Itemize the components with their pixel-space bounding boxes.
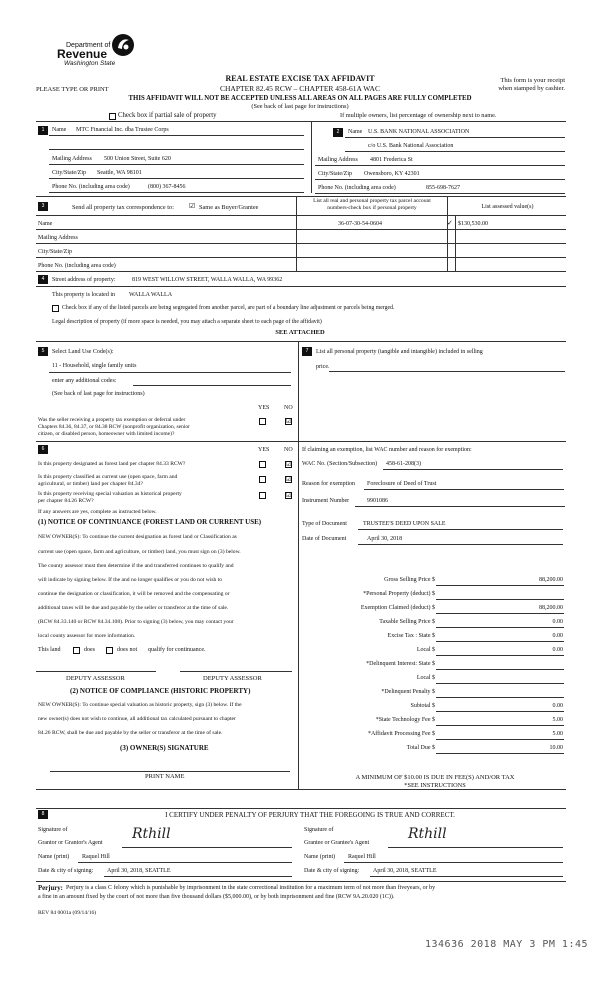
affidavit-processing-fee-label: *Affidavit Processing Fee $ <box>367 731 435 737</box>
deputy-assessor-2: DEPUTY ASSESSOR <box>203 675 262 682</box>
continuance-line-6: additional taxes will be due and payable by the seller or transferor at the time of sale. <box>38 605 229 611</box>
dor-logo-line1: Department of <box>66 42 111 49</box>
correspondence-mailing-label: Mailing Address <box>38 235 78 241</box>
dor-logo-mark-icon <box>110 32 136 58</box>
taxable-selling-price[interactable]: 0.00 <box>552 619 563 625</box>
dor-logo-line3: Washington State <box>64 60 116 67</box>
gross-selling-price-label: Gross Selling Price $ <box>384 577 435 583</box>
section-4-badge: 4 <box>38 275 48 284</box>
grantee-name[interactable]: Raquel Hill <box>348 854 376 860</box>
correspondence-label: Send all property tax correspondence to: <box>72 204 174 211</box>
certify-statement: I CERTIFY UNDER PENALTY OF PERJURY THAT THE FOREGOING IS TRUE AND CORRECT. <box>165 811 455 819</box>
total-due-label: Total Due $ <box>406 745 435 751</box>
affidavit-processing-fee[interactable]: 5.00 <box>552 731 563 737</box>
perjury-label: Perjury: <box>38 885 63 892</box>
historic-no-checkbox[interactable]: ☑ <box>286 492 292 499</box>
grantor-signature[interactable]: Rthill <box>132 826 171 842</box>
grantee-signature-label-1: Signature of <box>304 827 334 833</box>
gross-selling-price[interactable]: 88,200.00 <box>539 577 563 583</box>
section-8-badge: 8 <box>38 810 48 819</box>
street-address-label: Street address of property: <box>52 277 116 283</box>
if-yes-note: If any answers are yes, complete as instructed below. <box>38 509 157 515</box>
instrument-number-label: Instrument Number <box>302 498 350 504</box>
partial-sale-checkbox[interactable] <box>109 113 116 120</box>
correspondence-phone-label: Phone No. (including area code) <box>38 263 116 269</box>
exemption-reason[interactable]: Foreclosure of Deed of Trust <box>367 481 437 487</box>
grantee-signature-label-2: Grantee or Grantee's Agent <box>304 840 370 846</box>
personal-property-label-1: List all personal property (tangible and intangible) included in selling <box>316 349 483 355</box>
seller-name-label: Name <box>52 127 67 133</box>
section-7-badge: 7 <box>302 347 312 356</box>
partial-sale-label: Check box if partial sale of property <box>118 112 217 119</box>
this-land-label: This land <box>38 647 61 653</box>
document-date-label: Date of Document <box>302 536 347 542</box>
parcel-list-label-1: List all real and personal property tax parcel account <box>313 198 431 204</box>
buyer-mailing-label: Mailing Address <box>318 157 358 163</box>
print-name-label: PRINT NAME <box>145 773 185 780</box>
multiple-owners-note: If multiple owners, list percentage of ownership next to name. <box>340 112 497 119</box>
continuance-line-4: will indicate by signing below. If the and no longer qualifies or you do not wish to <box>38 577 223 583</box>
state-technology-fee-label: *State Technology Fee $ <box>375 717 435 723</box>
does-not-label: does not <box>117 647 138 653</box>
does-not-checkbox[interactable] <box>106 647 113 654</box>
grantor-name[interactable]: Raquel Hill <box>82 854 110 860</box>
continuance-line-5: continue the designation or classification, it will be removed and the compensating or <box>38 591 230 597</box>
document-type-label: Type of Document <box>302 521 347 527</box>
qualify-label: qualify for continuance. <box>148 647 206 653</box>
land-use-see-back: (See back of last page for instructions) <box>52 391 145 397</box>
compliance-title: (2) NOTICE OF COMPLIANCE (HISTORIC PROPERTY) <box>70 687 251 695</box>
personal-property-deduct-label: *Personal Property (deduct) $ <box>363 591 435 597</box>
historic-question-1: Is this property receiving special valuation as historical property <box>38 491 182 497</box>
continuance-line-8: local county assessor for more information. <box>38 633 136 639</box>
seller-city-label: City/State/Zip <box>52 170 86 176</box>
continuance-title: (1) NOTICE OF CONTINUANCE (FOREST LAND OR CURRENT USE) <box>38 518 262 526</box>
parcel-list-label-2: numbers-check box if personal property <box>327 205 417 211</box>
form-title: REAL ESTATE EXCISE TAX AFFIDAVIT <box>225 74 375 83</box>
compliance-line-1: NEW OWNER(S): To continue special valuation as historic property, sign (3) below. If the <box>38 702 242 708</box>
buyer-city-label: City/State/Zip <box>318 171 352 177</box>
dor-logo-line2: Revenue <box>57 47 108 61</box>
located-in-county[interactable]: WALLA WALLA <box>129 292 173 298</box>
perjury-text-2: a fine in an amount fixed by the court of not more than five thousand dollars ($5,000.00), or by both imprisonment and fine (RCW 9A.20.020 (1C)). <box>38 894 395 900</box>
segregated-checkbox[interactable] <box>52 305 59 312</box>
parcel-personal-checkmark[interactable]: ✓ <box>447 219 453 227</box>
legal-description-label: Legal description of property (if more space is needed, you may attach a separate sheet to each page of the affidavit) <box>52 319 322 325</box>
land-use-label: Select Land Use Code(s): <box>52 349 114 355</box>
continuance-line-2: current use (open space, farm and agriculture, or timber) land, you must sign on (3) below. <box>38 549 241 555</box>
forest-yes-header: YES <box>258 447 270 453</box>
correspondence-name-label: Name <box>38 221 53 227</box>
subtotal[interactable]: 0.00 <box>552 703 563 709</box>
section-1-badge: 1 <box>38 126 48 135</box>
seller-city[interactable]: Seattle, WA 98101 <box>97 170 142 176</box>
grantor-date[interactable]: April 30, 2018, SEATTLE <box>107 868 171 874</box>
form-chapter: CHAPTER 82.45 RCW – CHAPTER 458-61A WAC <box>220 84 380 93</box>
continuance-line-7: (RCW 84.33.140 or RCW 84.34.108). Prior to signing (3) below, you may contact your <box>38 619 234 625</box>
current-use-question-1: Is this property classified as current use (open space, farm and <box>38 474 178 480</box>
grantor-name-label: Name (print) <box>38 854 70 860</box>
receipt-note-1: This form is your receipt <box>500 77 565 84</box>
delinquent-interest-state-label: *Delinquent Interest: State $ <box>366 661 435 667</box>
please-type: PLEASE TYPE OR PRINT <box>36 86 109 93</box>
subtotal-label: Subtotal $ <box>410 703 435 709</box>
minimum-fee-note: A MINIMUM OF $10.00 IS DUE IN FEE(S) AND/OR TAX <box>355 774 515 781</box>
excise-tax-state-label: Excise Tax : State $ <box>387 633 435 639</box>
forest-land-question: Is this property designated as forest land per chapter 84.33 RCW? <box>38 461 186 467</box>
wac-label: WAC No. (Section/Subsection) <box>302 461 378 467</box>
seller-mailing[interactable]: 500 Union Street, Suite 620 <box>104 156 171 162</box>
same-as-buyer-checkbox[interactable]: ☑ <box>189 202 196 210</box>
correspondence-city-label: City/State/Zip <box>38 249 72 255</box>
instrument-number[interactable]: 9901086 <box>367 498 388 504</box>
personal-property-label-2: price. <box>316 364 330 370</box>
current-use-no-checkbox[interactable]: ☑ <box>286 476 292 483</box>
parcel-number[interactable]: 36-07-30-54-0604 <box>338 221 382 227</box>
excise-tax-local[interactable]: 0.00 <box>552 647 563 653</box>
wac-number[interactable]: 458-61-208(3) <box>386 461 421 467</box>
compliance-line-3: 84.26 RCW, shall be due and payable by the seller or transferor at the time of sale. <box>38 730 223 736</box>
grantee-name-label: Name (print) <box>304 854 336 860</box>
exemption-yes-checkbox[interactable] <box>259 418 266 425</box>
exemption-question-1: Was the seller receiving a property tax exemption or deferral under <box>38 417 186 423</box>
located-in-label: This property is located in <box>52 292 115 298</box>
street-address[interactable]: 819 WEST WILLOW STREET, WALLA WALLA, WA 99362 <box>132 277 283 283</box>
delinquent-interest-local-label: Local $ <box>416 675 435 681</box>
taxable-selling-price-label: Taxable Selling Price $ <box>379 619 435 625</box>
buyer-name-label: Name <box>348 129 363 135</box>
exemption-claim-label: If claiming an exemption, list WAC number and reason for exemption: <box>302 447 472 453</box>
grantor-signature-label-1: Signature of <box>38 827 68 833</box>
grantee-date-label: Date & city of signing: <box>304 868 360 874</box>
section-2-badge: 2 <box>333 128 343 137</box>
excise-tax-local-label: Local $ <box>416 647 435 653</box>
see-instructions-note: *SEE INSTRUCTIONS <box>404 782 466 789</box>
buyer-city[interactable]: Owensboro, KY 42301 <box>364 171 420 177</box>
section-5-badge: 5 <box>38 347 48 356</box>
recording-stamp: 134636 2018 MAY 3 PM 1:45 <box>425 939 589 950</box>
historic-question-2: per chapter 84.26 RCW? <box>38 498 94 504</box>
see-back-note: (See back of last page for instructions) <box>251 103 349 110</box>
seller-phone-label: Phone No. (including area code) <box>52 184 130 190</box>
perjury-text-1: Perjury is a class C felony which is punishable by imprisonment in the state correctional institution for a maximum term of not more than fiveyears, or by <box>66 885 436 891</box>
total-due[interactable]: 10.00 <box>549 745 563 751</box>
exemption-question-2: Chapters 84.36, 84.37, or 84.38 RCW (nonprofit organization, senior <box>38 424 190 430</box>
seller-mailing-label: Mailing Address <box>52 156 92 162</box>
does-checkbox[interactable] <box>73 647 80 654</box>
continuance-line-1: NEW OWNER(S): To continue the current designation as forest land or Classification as <box>38 534 237 540</box>
grantee-signature[interactable]: Rthill <box>408 826 447 842</box>
delinquent-penalty-label: *Delinquent Penalty $ <box>381 689 435 695</box>
exemption-claimed[interactable]: 88,200.00 <box>539 605 563 611</box>
assessed-value[interactable]: $130,530.00 <box>458 221 488 227</box>
additional-codes-label: enter any additional codes: <box>52 378 117 384</box>
receipt-note-2: when stamped by cashier. <box>498 85 565 92</box>
grantee-date[interactable]: April 30, 2018, SEATTLE <box>373 868 437 874</box>
forest-yes-checkbox[interactable] <box>259 461 266 468</box>
current-use-question-2: agricultural, or timber) land per chapter 84.34? <box>38 481 143 487</box>
document-date[interactable]: April 30, 2018 <box>367 536 403 542</box>
exemption-no-header: NO <box>284 405 293 411</box>
state-technology-fee[interactable]: 5.00 <box>552 717 563 723</box>
exemption-question-3: citizen, or disabled person, homeowner with limited income)? <box>38 431 175 437</box>
completion-warning: THIS AFFIDAVIT WILL NOT BE ACCEPTED UNLESS ALL AREAS ON ALL PAGES ARE FULLY COMPLETED <box>128 95 472 102</box>
dor-logo <box>57 36 135 70</box>
document-type[interactable]: TRUSTEE'S DEED UPON SALE <box>363 521 446 527</box>
forest-no-checkbox[interactable]: ☑ <box>286 461 292 468</box>
forest-no-header: NO <box>284 447 293 453</box>
same-as-buyer-label: Same as Buyer/Grantee <box>199 204 259 211</box>
segregated-label: Check box if any of the listed parcels are being segregated from another parcel, are part of a boundary line adjustment or parcels being merged. <box>62 305 395 311</box>
current-use-yes-checkbox[interactable] <box>259 476 266 483</box>
owner-signature-title: (3) OWNER(S) SIGNATURE <box>120 744 209 752</box>
land-use-code[interactable]: 11 - Household, single family units <box>52 363 137 369</box>
seller-phone[interactable]: (800) 367-8456 <box>148 184 186 190</box>
buyer-name-2[interactable]: c/o U.S. Bank National Association <box>368 143 454 149</box>
buyer-mailing[interactable]: 4801 Frederica St <box>370 157 413 163</box>
excise-tax-state[interactable]: 0.00 <box>552 633 563 639</box>
legal-description[interactable]: SEE ATTACHED <box>275 329 325 336</box>
compliance-line-2: new owner(s) does not wish to continue, all additional tax calculated pursuant to chapter <box>38 716 236 722</box>
exemption-no-checkbox[interactable]: ☑ <box>286 418 292 425</box>
seller-name[interactable]: MTC Financial Inc. dba Trustee Corps <box>76 127 169 133</box>
deputy-assessor-1: DEPUTY ASSESSOR <box>66 675 125 682</box>
buyer-phone[interactable]: 855-698-7627 <box>426 185 460 191</box>
exemption-claimed-label: Exemption Claimed (deduct) $ <box>360 605 435 611</box>
historic-yes-checkbox[interactable] <box>259 492 266 499</box>
assessed-value-label: List assessed value(s) <box>481 204 534 210</box>
section-3-badge: 3 <box>38 202 48 211</box>
grantor-date-label: Date & city of signing: <box>38 868 94 874</box>
form-number: REV 84 0001a (09/14/16) <box>38 910 97 916</box>
buyer-phone-label: Phone No. (including area code) <box>318 185 396 191</box>
section-6-badge: 6 <box>38 445 48 454</box>
exemption-reason-label: Reason for exemption <box>302 481 355 487</box>
buyer-name[interactable]: U.S. BANK NATIONAL ASSOCIATION <box>368 129 470 135</box>
does-label: does <box>84 647 95 653</box>
grantor-signature-label-2: Grantor or Grantor's Agent <box>38 840 103 846</box>
exemption-yes-header: YES <box>258 405 270 411</box>
continuance-line-3: The county assessor must then determine if the and transferred continues to qualify and <box>38 563 234 569</box>
